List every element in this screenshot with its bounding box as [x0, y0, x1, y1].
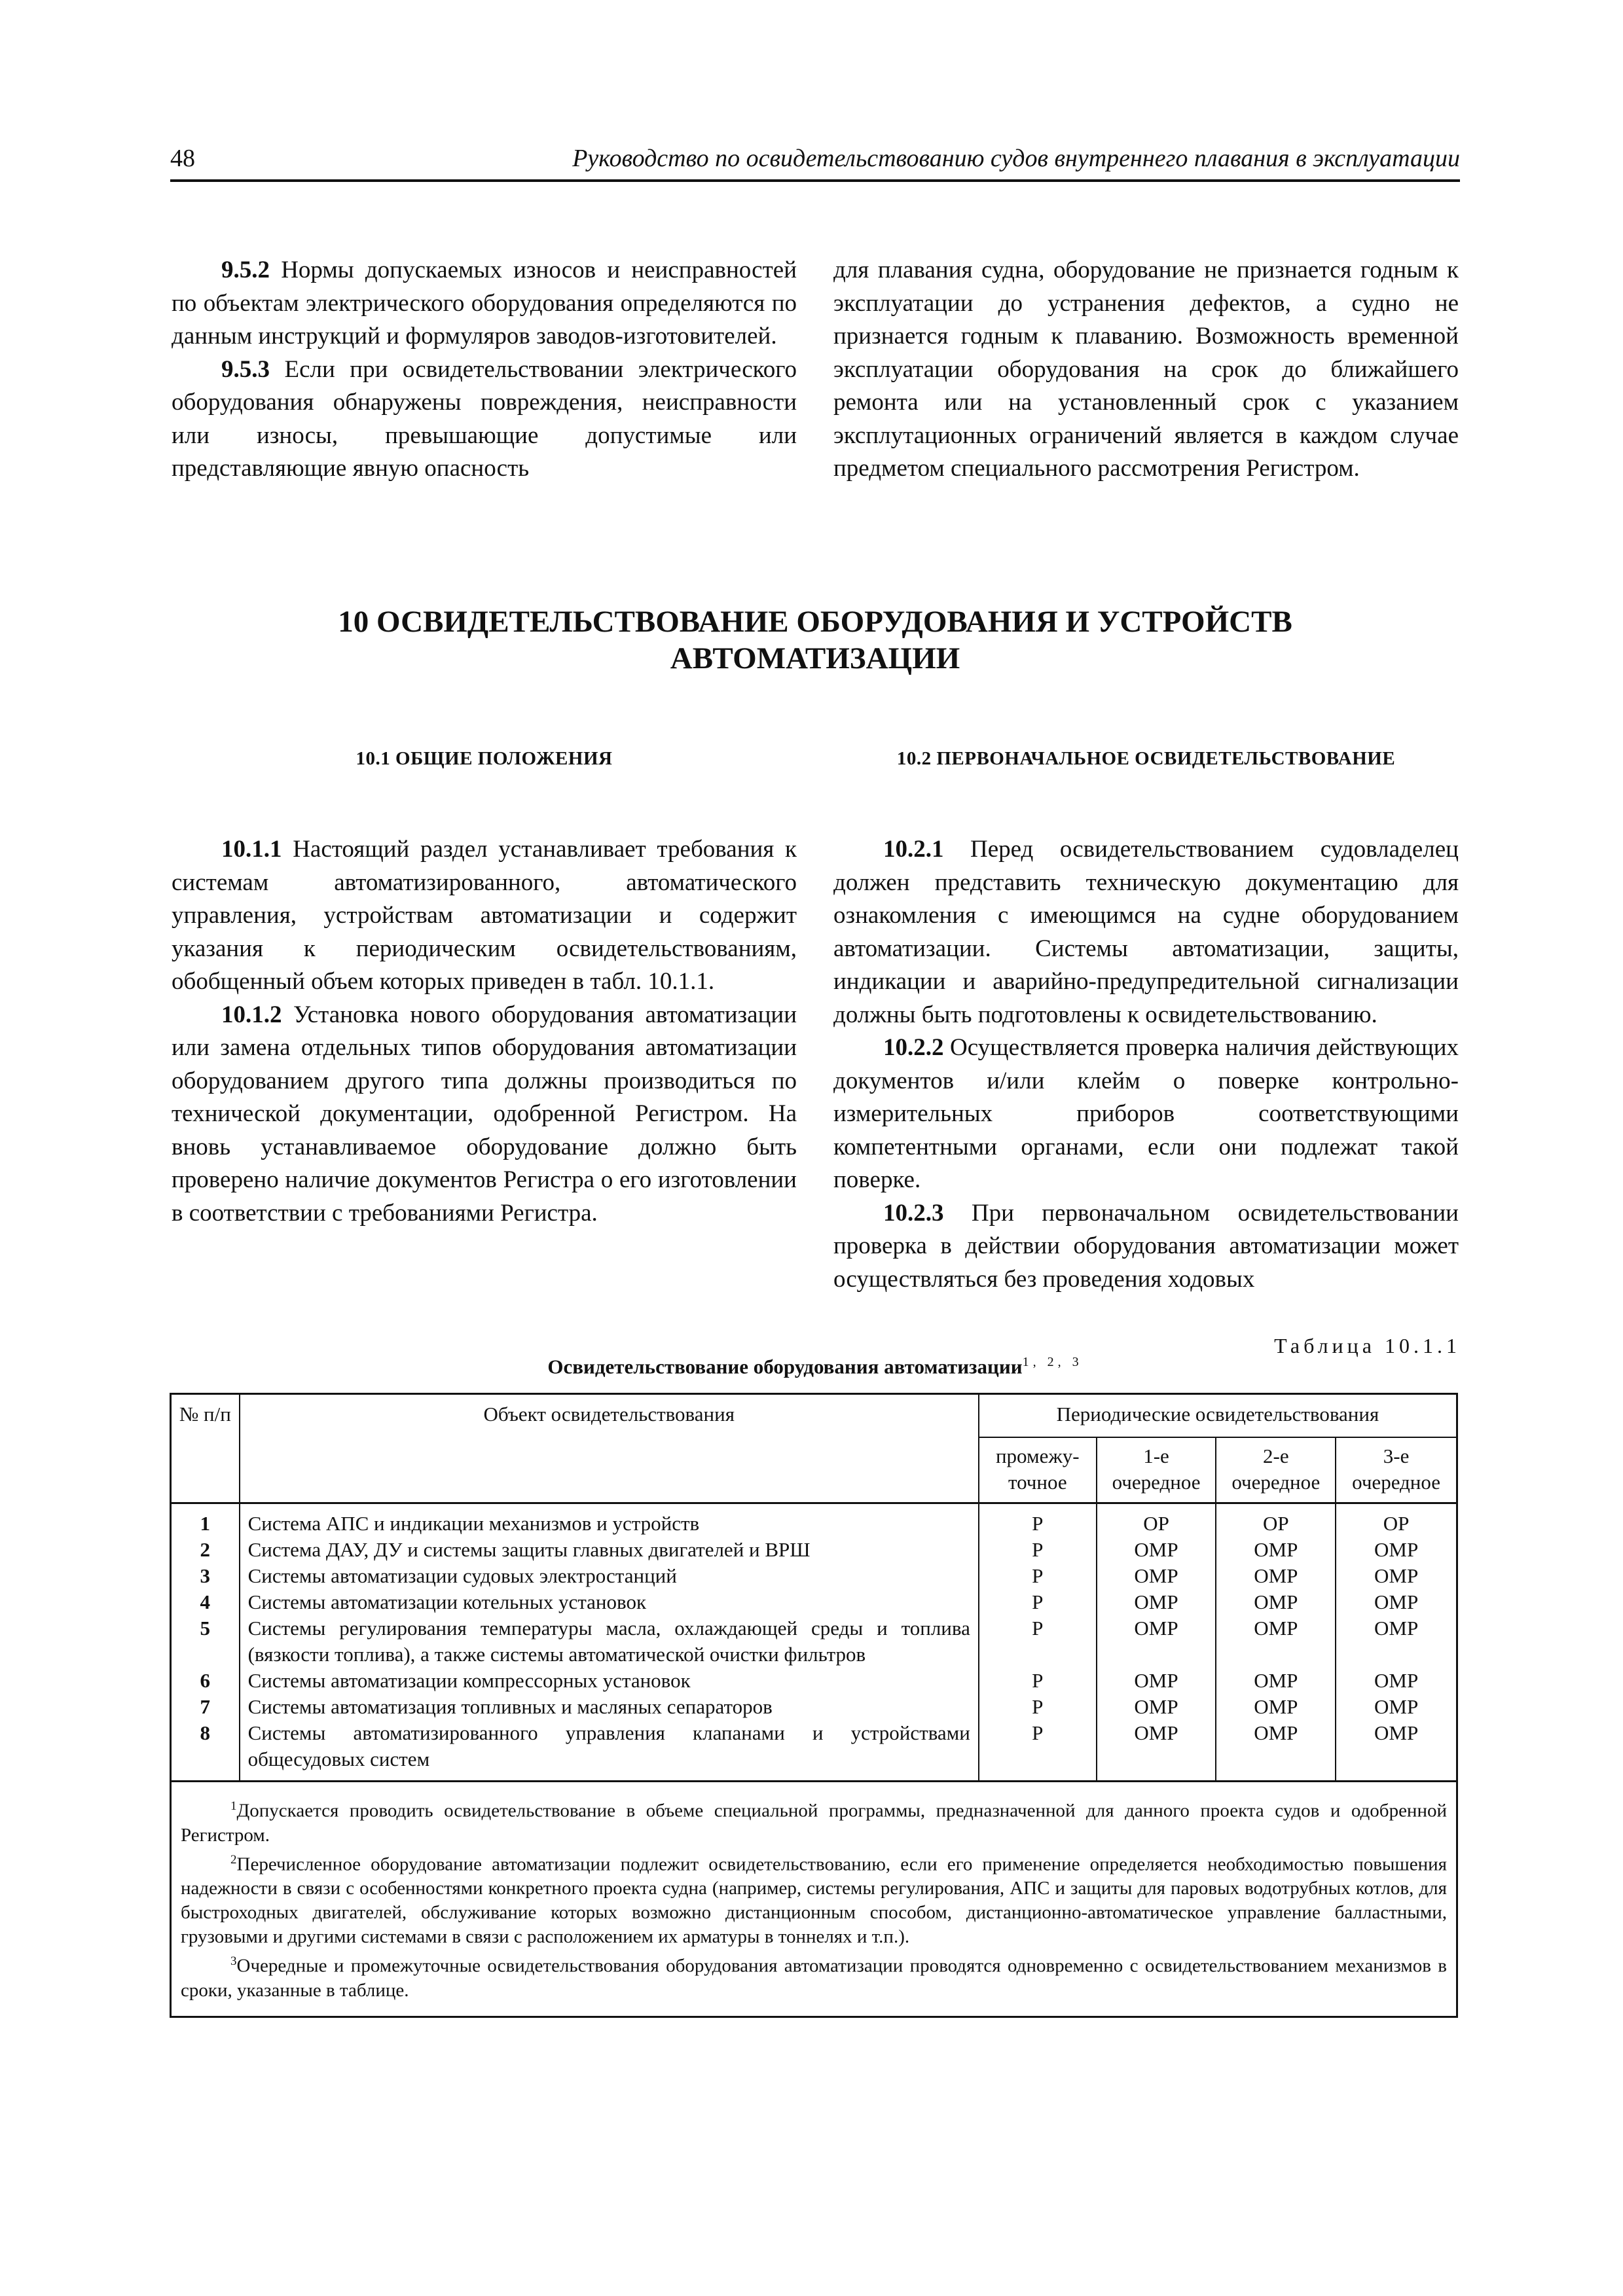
- paragraph-10-1-1: [172, 833, 797, 999]
- header-object: Объект освидетельствования: [240, 1395, 979, 1503]
- row-third-periodic: ОМР: [1336, 1615, 1456, 1668]
- paragraph-text: Осуществляется проверка наличия действующих документов и/или клейм о поверке контрольно-измерительных приборов соответствующими компетентными органами, если они подлежат такой поверке.: [833, 1034, 1459, 1193]
- row-intermediate: Р: [979, 1720, 1097, 1780]
- row-number: 8: [200, 1721, 211, 1744]
- paragraph-10-2-3: [833, 1197, 1459, 1297]
- left-column: [172, 833, 797, 1230]
- row-number: 4: [200, 1590, 211, 1613]
- table-header-row: [172, 1395, 1456, 1437]
- chapter-heading-line: АВТОМАТИЗАЦИИ: [670, 641, 960, 675]
- footnote: [181, 1794, 1447, 1848]
- row-number: 3: [200, 1564, 211, 1587]
- paragraph-text: Нормы допускаемых износов и неисправностей по объектам электрического оборудования определяются по данным инструкций и формуляров заводов-изготовителей.: [172, 257, 797, 350]
- row-first-periodic: ОМР: [1097, 1668, 1216, 1694]
- row-number: 7: [200, 1695, 211, 1718]
- row-object: Система АПС и индикации механизмов и устройств: [240, 1503, 979, 1537]
- header-second-periodic: 2-е очередное: [1216, 1437, 1336, 1503]
- row-object: Системы регулирования температуры масла, охлаждающей среды и топлива (вязкости топлива), а также системы автоматической очистки фильтров: [240, 1615, 979, 1668]
- header-first-periodic: 1-е очередное: [1097, 1437, 1216, 1503]
- row-second-periodic: ОМР: [1216, 1720, 1336, 1780]
- row-third-periodic: ОМР: [1336, 1720, 1456, 1780]
- row-number: 1: [200, 1512, 211, 1535]
- table-row: [172, 1615, 1456, 1668]
- paragraph-number: 9.5.2: [221, 257, 270, 283]
- row-intermediate: Р: [979, 1563, 1097, 1589]
- paragraph-text: для плавания судна, оборудование не признается годным к эксплуатации до устранения дефектов, а судно не признается годным к плаванию. Возможность временной эксплуатации оборудования на срок до ближайшего ремонта или на установленный срок с указанием эксплутационных ограничений является в каждом случае предметом специального рассмотрения Регистром.: [833, 257, 1459, 482]
- paragraph-10-2-1: [833, 833, 1459, 1031]
- table-title: [170, 1355, 1460, 1378]
- header-intermediate: промежу-точное: [979, 1437, 1097, 1503]
- row-first-periodic: ОМР: [1097, 1720, 1216, 1780]
- row-second-periodic: ОМР: [1216, 1563, 1336, 1589]
- paragraph-10-1-2: [172, 999, 797, 1230]
- header-num: [172, 1395, 240, 1503]
- row-number: 5: [200, 1617, 211, 1640]
- right-column: [833, 833, 1459, 1296]
- table-row: [172, 1694, 1456, 1720]
- table-body: [172, 1503, 1456, 1781]
- row-object: Системы автоматизации судовых электростанций: [240, 1563, 979, 1589]
- row-third-periodic: ОР: [1336, 1503, 1456, 1537]
- footnote: [181, 1848, 1447, 1950]
- row-second-periodic: ОМР: [1216, 1668, 1336, 1694]
- footnote-text: Допускается проводить освидетельствование в объеме специальной программы, предназначенной для данного проекта судов и одобренной Регистром.: [181, 1800, 1447, 1846]
- paragraph-9-5-2: [172, 254, 797, 353]
- running-title: Руководство по освидетельствованию судов внутреннего плавания в эксплуатации: [572, 145, 1460, 172]
- footnote-text: Очередные и промежуточные освидетельствования оборудования автоматизации проводятся одновременно с освидетельствованием механизмов в сроки, указанные в таблице.: [181, 1955, 1447, 2001]
- table-label: Таблица 10.1.1: [1274, 1334, 1461, 1357]
- top-right-column: [833, 254, 1459, 486]
- row-second-periodic: ОМР: [1216, 1589, 1336, 1615]
- paragraph-continuation: [833, 254, 1459, 486]
- table-row: [172, 1563, 1456, 1589]
- row-first-periodic: ОМР: [1097, 1537, 1216, 1563]
- row-third-periodic: ОМР: [1336, 1537, 1456, 1563]
- row-intermediate: Р: [979, 1503, 1097, 1537]
- row-first-periodic: ОМР: [1097, 1694, 1216, 1720]
- row-number: 2: [200, 1538, 211, 1561]
- row-intermediate: Р: [979, 1589, 1097, 1615]
- table-row: [172, 1537, 1456, 1563]
- table-title-footnote-refs: 1, 2, 3: [1022, 1355, 1083, 1369]
- paragraph-9-5-3: [172, 353, 797, 486]
- paragraph-text: Настоящий раздел устанавливает требования к системам автоматизированного, автоматического управления, устройствам автоматизации и содержит указания к периодическим освидетельствованиям, обобщенный объем которых приведен в табл. 10.1.1.: [172, 836, 797, 995]
- row-third-periodic: ОМР: [1336, 1563, 1456, 1589]
- row-second-periodic: ОР: [1216, 1503, 1336, 1537]
- paragraph-text: Установка нового оборудования автоматизации или замена отдельных типов оборудования автоматизации оборудованием другого типа должны производиться по технической документации, одобренной Регистром. На вновь устанавливаемое оборудование должно быть проверено наличие документов Регистра о его изготовлении в соответствии с требованиями Регистра.: [172, 1001, 797, 1227]
- paragraph-10-2-2: [833, 1031, 1459, 1197]
- header-third-periodic: 3-е очередное: [1336, 1437, 1456, 1503]
- row-object: Система ДАУ, ДУ и системы защиты главных двигателей и ВРШ: [240, 1537, 979, 1563]
- row-object: Системы автоматизации компрессорных установок: [240, 1668, 979, 1694]
- row-intermediate: Р: [979, 1668, 1097, 1694]
- page-number: 48: [170, 145, 195, 172]
- row-number: 6: [200, 1669, 211, 1692]
- paragraph-number: 10.2.1: [883, 836, 944, 863]
- paragraph-number: 10.2.3: [883, 1199, 944, 1227]
- row-first-periodic: ОМР: [1097, 1589, 1216, 1615]
- row-third-periodic: ОМР: [1336, 1668, 1456, 1694]
- table-title-text: Освидетельствование оборудования автоматизации: [547, 1355, 1023, 1378]
- header-periodic: Периодические освидетельствования: [979, 1395, 1456, 1437]
- row-object: Системы автоматизация топливных и масляных сепараторов: [240, 1694, 979, 1720]
- chapter-heading: [170, 603, 1460, 677]
- row-second-periodic: ОМР: [1216, 1694, 1336, 1720]
- footnote-marker: 3: [230, 1954, 237, 1969]
- table-row: [172, 1720, 1456, 1780]
- section-heading-10-1: 10.1 ОБЩИЕ ПОЛОЖЕНИЯ: [356, 748, 613, 769]
- row-first-periodic: ОМР: [1097, 1615, 1216, 1668]
- paragraph-text: При первоначальном освидетельствовании проверка в действии оборудования автоматизации может осуществляться без проведения ходовых: [833, 1199, 1459, 1293]
- paragraph-text: Перед освидетельствованием судовладелец должен представить техническую документацию для ознакомления с имеющимся на судне оборудованием автоматизации. Системы автоматизации, защиты, индикации и аварийно-предупредительной сигнализации должны быть подготовлены к освидетельствованию.: [833, 836, 1459, 1028]
- top-left-column: [172, 254, 797, 486]
- inspection-table: [172, 1395, 1456, 1780]
- table-row: [172, 1589, 1456, 1615]
- table-footnotes: [172, 1780, 1456, 2003]
- page-header: [170, 144, 1460, 182]
- chapter-heading-line: 10 ОСВИДЕТЕЛЬСТВОВАНИЕ ОБОРУДОВАНИЯ И УСТРОЙСТВ: [338, 605, 1292, 639]
- paragraph-number: 10.1.2: [221, 1001, 282, 1028]
- footnote-marker: 2: [230, 1852, 237, 1867]
- table-frame: [170, 1393, 1458, 2018]
- table-row: [172, 1668, 1456, 1694]
- footnote-text: Перечисленное оборудование автоматизации подлежит освидетельствованию, если его применение определяется необходимостью повышения надежности в связи с особенностями конкретного проекта судна (например, системы регулирования, АПС и защиты для паровых водотрубных котлов, для быстроходных двигателей, обслуживание которых возможно дистанционным способом, дистанционно-автоматическое управление балластными, грузовыми и другими системами в связи с расположением их арматуры в тоннелях и т.п.).: [181, 1854, 1447, 1948]
- row-first-periodic: ОМР: [1097, 1563, 1216, 1589]
- paragraph-number: 9.5.3: [221, 355, 270, 383]
- table-row: [172, 1503, 1456, 1537]
- paragraph-number: 10.1.1: [221, 836, 282, 863]
- paragraph-number: 10.2.2: [883, 1034, 944, 1061]
- row-intermediate: Р: [979, 1615, 1097, 1668]
- row-second-periodic: ОМР: [1216, 1615, 1336, 1668]
- footnote: [181, 1949, 1447, 2003]
- row-intermediate: Р: [979, 1537, 1097, 1563]
- paragraph-text: Если при освидетельствовании электрического оборудования обнаружены повреждения, неисправности или износы, превышающие допустимые или представляющие явную опасность: [172, 355, 797, 482]
- row-object: Системы автоматизации котельных установок: [240, 1589, 979, 1615]
- row-first-periodic: ОР: [1097, 1503, 1216, 1537]
- row-object: Системы автоматизированного управления клапанами и устройствами общесудовых систем: [240, 1720, 979, 1780]
- header-num-text: № п/п: [179, 1403, 231, 1426]
- row-intermediate: Р: [979, 1694, 1097, 1720]
- row-third-periodic: ОМР: [1336, 1694, 1456, 1720]
- section-heading-10-2: 10.2 ПЕРВОНАЧАЛЬНОЕ ОСВИДЕТЕЛЬСТВОВАНИЕ: [896, 748, 1396, 769]
- row-third-periodic: ОМР: [1336, 1589, 1456, 1615]
- row-second-periodic: ОМР: [1216, 1537, 1336, 1563]
- footnote-marker: 1: [230, 1799, 237, 1813]
